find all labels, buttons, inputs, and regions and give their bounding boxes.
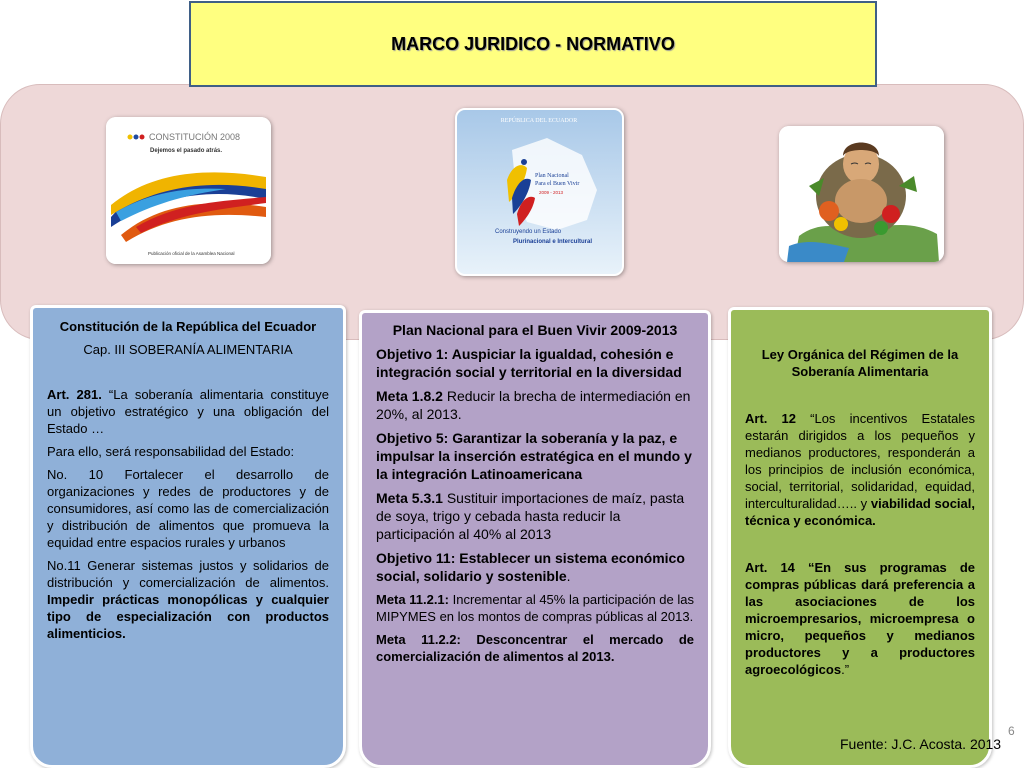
col2-meta-5-3-1-text: Sustituir importaciones de maíz, pasta de soya, trigo y cebada hasta reducir la participación al 40% al 2013: [376, 490, 685, 542]
col1-p4-b: Impedir prácticas monopólicas y cualquier tipo de especialización con productos alimenticios.: [47, 592, 329, 641]
col1-art-label: Art. 281.: [47, 387, 102, 402]
plan-sub-2: Plurinacional e Intercultural: [513, 239, 593, 245]
col1-p4-a: No.11 Generar sistemas justos y solidarios de distribución y comercialización de alimentos.: [47, 558, 329, 590]
col3-art-14: [745, 559, 975, 678]
page-title: MARCO JURIDICO - NORMATIVO: [391, 33, 675, 54]
col2-meta-1-8-2-text: Reducir la brecha de intermediación en 20%, al 2013.: [376, 388, 691, 422]
col2-obj11: [376, 549, 694, 585]
col2-obj11-end: .: [566, 568, 571, 584]
col2-meta-1-8-2: [376, 387, 694, 423]
title-box: [189, 1, 877, 87]
constitucion-brand: CONSTITUCIÓN 2008: [149, 132, 241, 142]
plan-sub-1: Construyendo un Estado: [495, 229, 562, 235]
col3-title: Ley Orgánica del Régimen de la Soberanía Alimentaria: [761, 347, 959, 379]
col2-meta-1-8-2-label: Meta 1.8.2: [376, 388, 443, 404]
constitucion-footer: Publicación oficial de la Asamblea Nacional: [148, 251, 235, 256]
constitucion-logo-graphic: [106, 117, 271, 264]
col1-art-text: “La soberanía alimentaria constituye un objetivo estratégico y una obligación del Estado …: [47, 387, 329, 436]
col1-p4: [47, 557, 329, 642]
col1-article: [47, 386, 329, 437]
col3-art14-text: Art. 14 “En sus programas de compras públicas dará preferencia a las asociaciones de los microempresarios, microempresa o micro, pequeños y medianos productores y a productores agroecológicos: [745, 560, 975, 677]
page-number: 6: [1008, 724, 1015, 738]
plan-nacional-image: [455, 108, 624, 276]
constitucion-image: [106, 117, 271, 264]
constitucion-tagline: Dejemos el pasado atrás.: [150, 148, 223, 154]
plan-nacional-logo-graphic: [457, 110, 622, 274]
ley-organica-column: [728, 307, 992, 768]
col3-art12-bold: viabilidad social, técnica y económica.: [745, 496, 975, 528]
col3-art12-label: Art. 12: [745, 411, 796, 426]
col2-meta-11-2-1-label: Meta 11.2.1:: [376, 592, 449, 607]
col1-p3: No. 10 Fortalecer el desarrollo de organizaciones y redes de productores y de consumidores, así como las de comercialización y distribución de alimentos que promueva la equidad entre espacios rurales y urbanos: [47, 467, 329, 550]
col1-chapter: Cap. III SOBERANÍA ALIMENTARIA: [83, 342, 293, 357]
col1-title: Constitución de la República del Ecuador: [59, 319, 317, 334]
soberania-illustration: [779, 126, 944, 262]
plan-top-label: REPÚBLICA DEL ECUADOR: [500, 118, 578, 124]
col2-title: Plan Nacional para el Buen Vivir 2009-2013: [392, 322, 678, 338]
col2-meta-5-3-1: [376, 489, 694, 543]
col2-meta-11-2-2: Meta 11.2.2: Desconcentrar el mercado de comercialización de alimentos al 2013.: [376, 632, 694, 664]
source-footer: Fuente: J.C. Acosta. 2013: [840, 736, 1002, 752]
col2-meta-11-2-1-text: Incrementar al 45% la participación de las MIPYMES en los montos de compras públicas al 2013.: [376, 592, 694, 624]
col3-art-12: [745, 410, 975, 529]
col3-art12-text: “Los incentivos Estatales estarán dirigidos a los pequeños y medianos productores, responderán a los principios de inclusión económica, social, territorial, solidaridad, equidad, interculturalidad….. y: [745, 411, 975, 511]
plan-name-2: Para el Buen Vivir: [535, 181, 580, 187]
col2-obj1: Objetivo 1: Auspiciar la igualdad, cohesión e integración social y territorial en la diversidad: [376, 346, 682, 380]
col3-art14-end: .”: [841, 662, 850, 677]
plan-nacional-column: [359, 310, 711, 768]
col2-obj11-text: Objetivo 11: Establecer un sistema económico social, solidario y sostenible: [376, 550, 685, 584]
plan-years: 2009 - 2013: [539, 190, 564, 195]
constitucion-column: [30, 305, 346, 768]
col2-meta-11-2-1: [376, 591, 694, 625]
col1-p2: Para ello, será responsabilidad del Estado:: [47, 444, 295, 459]
plan-name-1: Plan Nacional: [535, 173, 569, 179]
col2-obj5: Objetivo 5: Garantizar la soberanía y la paz, e impulsar la inserción estratégica en el mundo y la integración Latinoamericana: [376, 430, 692, 482]
woman-harvest-icon: [779, 126, 944, 262]
col2-meta-5-3-1-label: Meta 5.3.1: [376, 490, 443, 506]
